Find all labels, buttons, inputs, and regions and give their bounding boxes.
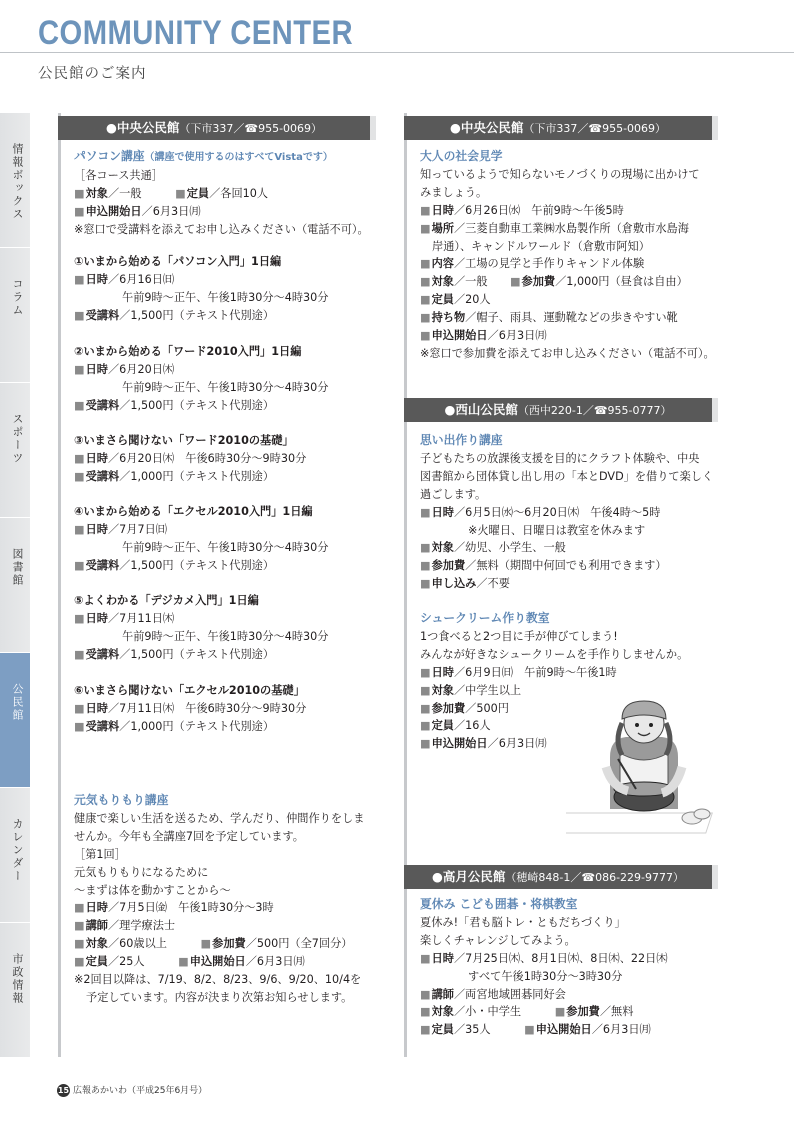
course-title: ③いまさら聞けない「ワード2010の基礎」: [74, 434, 294, 447]
tab-sports[interactable]: スポーツ: [0, 383, 30, 518]
cream-target-row: ■ 対象／中学生以上: [420, 682, 688, 700]
course-title: ⑥いまさら聞けない「エクセル2010の基礎」: [74, 684, 305, 697]
cream-capacity-row: ■ 定員／16人: [420, 717, 688, 735]
tour-title: 大人の社会見学: [420, 149, 503, 163]
tab-column[interactable]: コラム: [0, 248, 30, 383]
tour-section: [420, 148, 715, 363]
pc-course-section: [74, 148, 369, 239]
go-lecturer-row: ■ 講師／両宮地域囲碁同好会: [420, 986, 668, 1004]
course-time: 午前9時～正午、午後1時30分～4時30分: [122, 290, 329, 304]
craft-fee-row: ■ 参加費／無料（期間中何回でも利用できます）: [420, 557, 713, 575]
craft-desc: 過ごします。: [420, 487, 487, 501]
side-tabs: [0, 113, 30, 1058]
pc-start-row: ■ 申込開始日／6月3日㈪: [74, 203, 369, 221]
genki-title: 元気もりもり講座: [74, 793, 169, 807]
pc-course-1: [74, 253, 328, 325]
pc-target-row: ■ 対象／一般 ■ 定員／各回10人: [74, 185, 369, 203]
go-desc: 夏休み!「君も脳トレ・ともだちづくり」: [420, 915, 626, 929]
tour-date-row: ■ 日時／6月26日㈬ 午前9時～午後5時: [420, 202, 715, 220]
craft-title: 思い出作り講座: [420, 433, 503, 447]
genki-subtitle: 元気もりもりになるために: [74, 865, 209, 879]
genki-target-row: ■ 対象／60歳以上 ■ 参加費／500円（全7回分）: [74, 935, 364, 953]
tour-start-row: ■ 申込開始日／6月3日㈪: [420, 327, 715, 345]
course-date: ■ 日時／7月11日㈭ 午後6時30分～9時30分: [74, 700, 306, 718]
banner-nishiyama: ●西山公民館（西中220-1／☎955-0777）: [404, 398, 718, 422]
tour-target-row: ■ 対象／一般 ■ 参加費／1,000円（昼食は自由）: [420, 273, 715, 291]
pc-course-5: [74, 592, 328, 664]
genki-lecturer-row: ■ 講師／理学療法士: [74, 917, 364, 935]
cream-fee-row: ■ 参加費／500円: [420, 700, 688, 718]
go-title: 夏休み こども囲碁・将棋教室: [420, 897, 578, 911]
craft-apply-row: ■ 申し込み／不要: [420, 575, 713, 593]
course-title: ⑤よくわかる「デジカメ入門」1日編: [74, 594, 259, 607]
tour-place-cont: 岸通）、キャンドルワールド（倉敷市阿知）: [432, 239, 650, 253]
course-fee: ■ 受講料／1,500円（テキスト代別途）: [74, 397, 328, 415]
banner-chuo-left: ●中央公民館（下市337／☎955-0069）: [58, 116, 376, 140]
genki-note: ※2回目以降は、7/19、8/2、8/23、9/6、9/20、10/4を: [74, 973, 362, 987]
tour-desc: 知っているようで知らないモノづくりの現場に出かけて: [420, 167, 700, 181]
course-date: ■ 日時／6月20日㈭ 午後6時30分～9時30分: [74, 450, 306, 468]
go-capacity-row: ■ 定員／35人 ■ 申込開始日／6月3日㈪: [420, 1021, 668, 1039]
go-target-row: ■ 対象／小・中学生 ■ 参加費／無料: [420, 1003, 668, 1021]
cream-desc: みんなが好きなシュークリームを手作りしませんか。: [420, 647, 689, 661]
publication-name: 広報あかいわ（平成25年6月号）: [73, 1086, 208, 1096]
pc-note: ※窓口で受講料を添えてお申し込みください（電話不可）。: [74, 222, 369, 236]
tour-desc: みましょう。: [420, 185, 488, 199]
tab-info-box[interactable]: 情報ボックス: [0, 113, 30, 248]
tab-calendar[interactable]: カレンダー: [0, 788, 30, 923]
pc-course-4: [74, 503, 328, 575]
genki-capacity-row: ■ 定員／25人 ■ 申込開始日／6月3日㈪: [74, 953, 364, 971]
genki-note: 予定しています。内容が決まり次第お知らせします。: [86, 990, 353, 1004]
genki-subtitle: ～まずは体を動かすことから～: [74, 883, 231, 897]
craft-desc: 図書館から団体貸し出し用の「本とDVD」を借りて楽しく: [420, 469, 714, 483]
cream-title: シュークリーム作り教室: [420, 611, 550, 625]
cream-start-row: ■ 申込開始日／6月3日㈪: [420, 735, 688, 753]
course-date: ■ 日時／6月16日㈰: [74, 271, 328, 289]
go-desc: 楽しくチャレンジしてみよう。: [420, 933, 576, 947]
pc-course-3: [74, 432, 306, 486]
genki-section: [74, 792, 364, 1007]
page-subtitle: 公民館のご案内: [38, 66, 147, 82]
cooking-person-illustration: [566, 697, 730, 835]
genki-desc: せんか。今年も全講座7回を予定しています。: [74, 829, 304, 843]
go-date-row: ■ 日時／7月25日㈭、8月1日㈭、8日㈭、22日㈭: [420, 950, 668, 968]
course-title: ④いまから始める「エクセル2010入門」1日編: [74, 505, 313, 518]
course-fee: ■ 受講料／1,500円（テキスト代別途）: [74, 646, 328, 664]
tab-library[interactable]: 図書館: [0, 518, 30, 653]
header-divider: [0, 52, 794, 53]
tab-city-info[interactable]: 市政情報: [0, 923, 30, 1058]
course-date: ■ 日時／6月20日㈭: [74, 361, 328, 379]
course-fee: ■ 受講料／1,500円（テキスト代別途）: [74, 557, 328, 575]
pc-course-2: [74, 343, 328, 415]
course-date: ■ 日時／7月7日㈰: [74, 521, 328, 539]
cream-date-row: ■ 日時／6月9日㈰ 午前9時～午後1時: [420, 664, 688, 682]
tab-community-center[interactable]: 公民館: [0, 653, 30, 788]
course-fee: ■ 受講料／1,000円（テキスト代別途）: [74, 468, 306, 486]
craft-desc: 子どもたちの放課後支援を目的にクラフト体験や、中央: [420, 451, 700, 465]
genki-desc: 健康で楽しい生活を送るため、学んだり、仲間作りをしま: [74, 811, 365, 825]
cream-desc: 1つ食べると2つ目に手が伸びてしまう!: [420, 629, 618, 643]
tour-items-row: ■ 持ち物／帽子、雨具、運動靴などの歩きやすい靴: [420, 309, 715, 327]
course-time: 午前9時～正午、午後1時30分～4時30分: [122, 629, 329, 643]
course-time: 午前9時～正午、午後1時30分～4時30分: [122, 380, 329, 394]
course-title: ②いまから始める「ワード2010入門」1日編: [74, 345, 302, 358]
course-fee: ■ 受講料／1,000円（テキスト代別途）: [74, 718, 306, 736]
pc-course-title: パソコン講座（講座で使用するのはすべてVistaです）: [74, 149, 333, 163]
page-footer: [57, 1083, 207, 1097]
page-title: COMMUNITY CENTER: [38, 14, 353, 52]
page-number: 15: [57, 1086, 70, 1095]
banner-takatsuki: ●高月公民館（穂崎848-1／☎086-229-9777）: [404, 865, 718, 889]
course-title: ①いまから始める「パソコン入門」1日編: [74, 255, 282, 268]
tour-content-row: ■ 内容／工場の見学と手作りキャンドル体験: [420, 255, 715, 273]
go-date-cont: すべて午後1時30分～3時30分: [468, 969, 623, 983]
tour-place-row: ■ 場所／三菱自動車工業㈱水島製作所（倉敷市水島海: [420, 220, 715, 238]
genki-session: ［第1回］: [74, 847, 126, 861]
craft-date-note: ※火曜日、日曜日は教室を休みます: [468, 523, 646, 537]
craft-target-row: ■ 対象／幼児、小学生、一般: [420, 539, 713, 557]
genki-date-row: ■ 日時／7月5日㈮ 午後1時30分～3時: [74, 899, 364, 917]
go-section: [420, 896, 668, 1039]
course-date: ■ 日時／7月11日㈭: [74, 610, 328, 628]
banner-chuo-right: ●中央公民館（下市337／☎955-0069）: [404, 116, 718, 140]
pc-course-6: [74, 682, 306, 736]
pc-common-label: ［各コース共通］: [74, 168, 163, 182]
tour-note: ※窓口で参加費を添えてお申し込みください（電話不可）。: [420, 346, 715, 360]
course-fee: ■ 受講料／1,500円（テキスト代別途）: [74, 307, 328, 325]
craft-section: [420, 432, 713, 593]
craft-date-row: ■ 日時／6月5日㈬～6月20日㈭ 午後4時～5時: [420, 504, 713, 522]
course-time: 午前9時～正午、午後1時30分～4時30分: [122, 540, 329, 554]
tour-capacity-row: ■ 定員／20人: [420, 291, 715, 309]
